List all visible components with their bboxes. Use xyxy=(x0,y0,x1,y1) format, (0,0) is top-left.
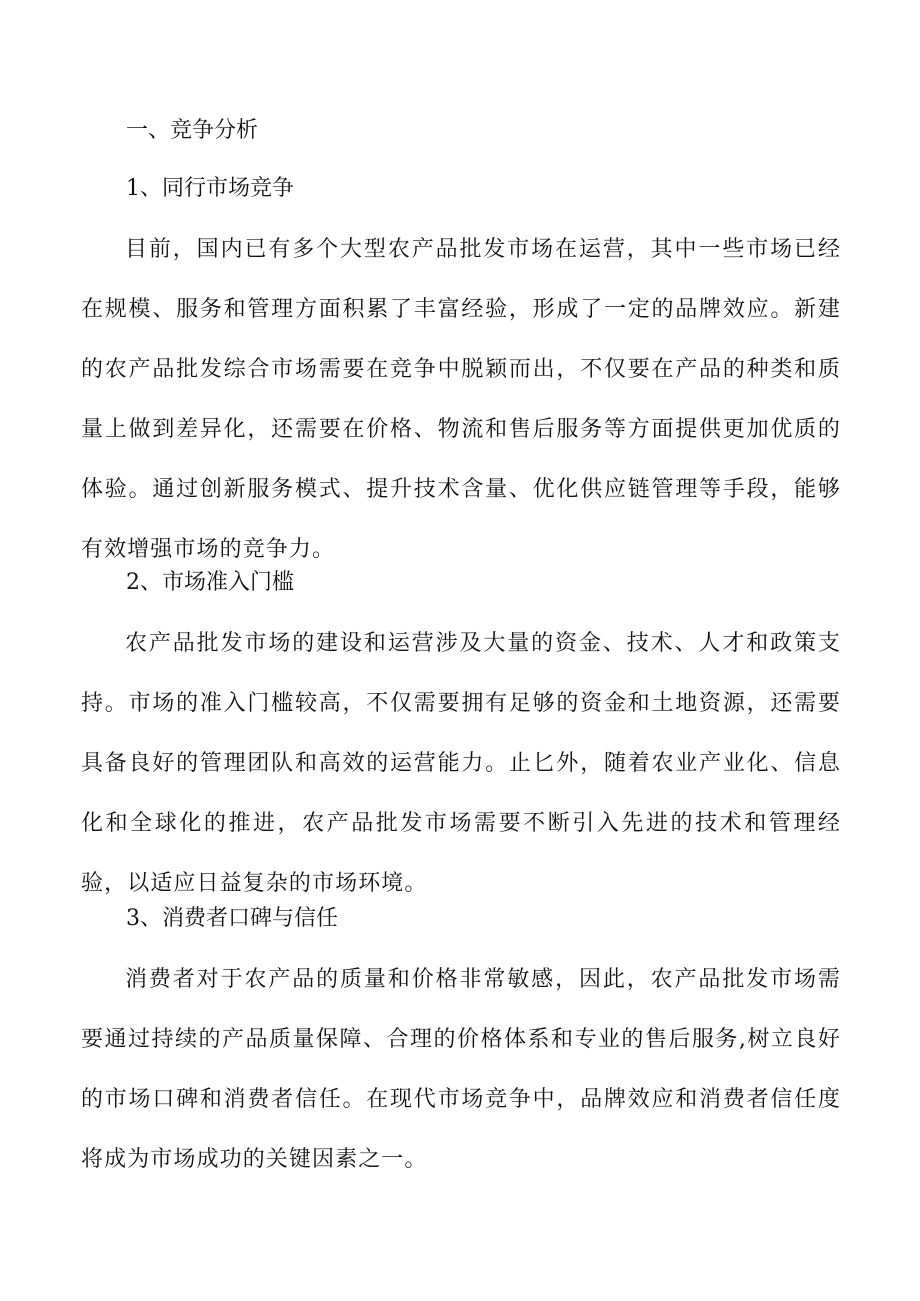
paragraph-competition: 目前，国内已有多个大型农产品批发市场在运营，其中一些市场已经在规模、服务和管理方面积累了丰富经验，形成了一定的品牌效应。新建的农产品批发综合市场需要在竞争中脱颖而出，不仅要在产品的种类和质量上做到差异化，还需要在价格、物流和售后服务等方面提供更加优质的体验。通过创新服务模式、提升技术含量、优化供应链管理等手段，能够有效增强市场的竞争力。 xyxy=(81,237,841,562)
paragraph-entry-barrier: 农产品批发市场的建设和运营涉及大量的资金、技术、人才和政策支持。市场的准入门槛较高，不仅需要拥有足够的资金和土地资源，还需要具备良好的管理团队和高效的运营能力。止匕外，随着农业产业化、信息化和全球化的推进，农产品批发市场需要不断引入先进的技术和管理经验，以适应日益复杂的市场环境。 xyxy=(81,631,841,896)
subsection-heading-reputation: 3、消费者口碑与信任 xyxy=(126,906,338,931)
section-heading: 一、竞争分析 xyxy=(126,118,259,143)
paragraph-reputation: 消费者对于农产品的质量和价格非常敏感，因此，农产品批发市场需要通过持续的产品质量保障、合理的价格体系和专业的售后服务,树立良好的市场口碑和消费者信任。在现代市场竞争中，品牌效应和消费者信任度将成为市场成功的关键因素之一。 xyxy=(81,967,841,1172)
subsection-heading-entry-barrier: 2、市场准入门槛 xyxy=(126,570,294,595)
subsection-heading-competition: 1、同行市场竞争 xyxy=(126,176,294,201)
